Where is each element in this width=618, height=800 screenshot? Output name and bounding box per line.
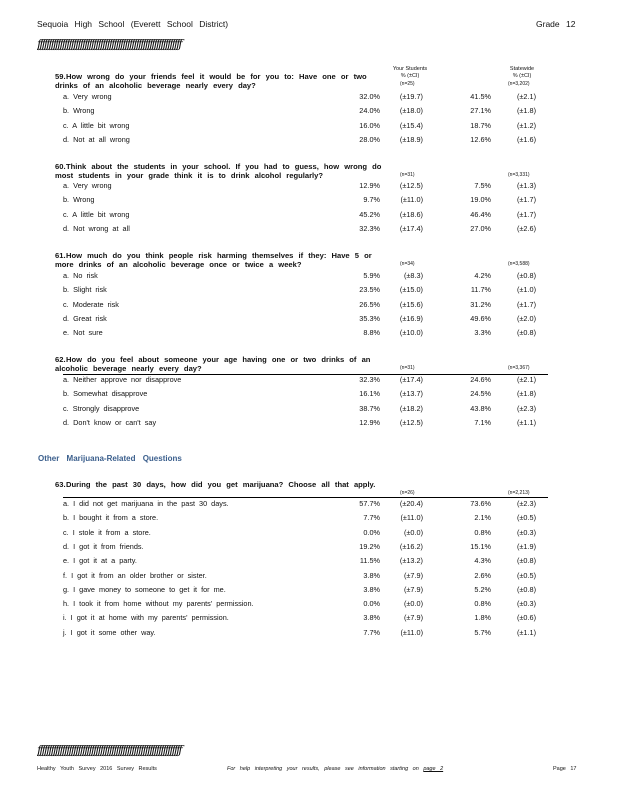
statewide-percent: 12.6%	[470, 134, 491, 144]
sample-size-school: (n=34)	[400, 261, 415, 267]
sample-size-school: (n=25)	[400, 81, 415, 87]
school-percent: 8.8%	[363, 328, 380, 338]
column-header-statewide: Statewide % (±CI)	[509, 66, 535, 79]
statewide-percent: 41.5%	[470, 92, 491, 101]
school-percent: 24.0%	[359, 106, 380, 116]
statewide-ci: (±1.7)	[516, 209, 536, 219]
school-ci: (±16.9)	[399, 313, 423, 323]
school-percent: 16.0%	[359, 120, 380, 130]
answer-label: b. I bought it from a store.	[63, 513, 159, 523]
school-ci: (±18.6)	[399, 209, 423, 219]
question-63	[55, 480, 385, 489]
answer-row	[63, 389, 548, 399]
statewide-percent: 27.1%	[470, 106, 491, 116]
statewide-percent: 4.2%	[474, 271, 491, 280]
sample-size-school: (n=31)	[400, 365, 415, 371]
school-percent: 3.8%	[363, 584, 380, 594]
question-number: 62.	[55, 355, 66, 364]
answer-row	[63, 528, 548, 538]
question-number: 60.	[55, 162, 66, 171]
answer-label: a. Very wrong	[63, 92, 112, 101]
statewide-ci: (±0.8)	[516, 328, 536, 338]
answer-label: i. I got it at home with my parents' permission.	[63, 613, 229, 623]
school-percent: 32.3%	[359, 223, 380, 233]
answer-row	[63, 513, 548, 523]
report-header-grade: Grade 12	[536, 19, 576, 29]
statewide-percent: 2.1%	[474, 513, 491, 523]
school-percent: 0.0%	[363, 599, 380, 609]
school-percent: 12.9%	[359, 417, 380, 427]
answer-row	[63, 328, 548, 338]
statewide-percent: 0.8%	[474, 599, 491, 609]
answer-label: h. I took it from home without my parents' permission.	[63, 599, 254, 609]
statewide-ci: (±1.7)	[516, 195, 536, 205]
answer-row	[63, 599, 548, 609]
column-header-your-students: Your Students % (±CI)	[392, 66, 428, 79]
school-ci: (±7.9)	[403, 570, 423, 580]
school-percent: 0.0%	[363, 527, 380, 537]
statewide-ci: (±0.5)	[516, 570, 536, 580]
statewide-percent: 27.0%	[470, 223, 491, 233]
statewide-percent: 4.3%	[474, 556, 491, 566]
school-percent: 38.7%	[359, 403, 380, 413]
sample-size-statewide: (n=3,588)	[508, 261, 530, 267]
answer-row	[63, 195, 548, 205]
school-percent: 11.5%	[359, 556, 380, 566]
answer-label: a. No risk	[63, 271, 98, 280]
answer-label: a. Very wrong	[63, 181, 112, 190]
answer-row	[63, 585, 548, 595]
school-ci: (±15.6)	[399, 299, 423, 309]
statewide-percent: 73.6%	[470, 499, 491, 508]
statewide-percent: 24.5%	[470, 389, 491, 399]
statewide-percent: 15.1%	[470, 541, 491, 551]
statewide-ci: (±1.1)	[516, 417, 536, 427]
statewide-ci: (±2.3)	[516, 499, 536, 508]
question-number: 61.	[55, 251, 66, 260]
statewide-ci: (±0.3)	[516, 599, 536, 609]
statewide-ci: (±1.0)	[516, 285, 536, 295]
school-ci: (±12.5)	[399, 181, 423, 190]
table-header-rule	[63, 497, 548, 498]
answer-row	[63, 628, 548, 638]
answer-row	[63, 613, 548, 623]
answer-row	[63, 556, 548, 566]
sample-size-school: (n=31)	[400, 172, 415, 178]
school-ci: (±20.4)	[399, 499, 423, 508]
statewide-ci: (±1.8)	[516, 389, 536, 399]
school-percent: 45.2%	[359, 209, 380, 219]
question-text: How much do you think people risk harming themselves if they: Have 5 or more drinks of an alcoholic beverage once or twice a week?	[55, 251, 372, 269]
sample-size-statewide: (n=3,367)	[508, 365, 530, 371]
answer-label: d. Not at all wrong	[63, 134, 130, 144]
school-percent: 7.7%	[363, 627, 380, 637]
sample-size-statewide: (n=3,331)	[508, 172, 530, 178]
statewide-ci: (±1.3)	[516, 181, 536, 190]
school-ci: (±13.2)	[399, 556, 423, 566]
answer-row	[63, 571, 548, 581]
statewide-percent: 18.7%	[470, 120, 491, 130]
answer-row	[63, 181, 548, 191]
school-percent: 32.3%	[359, 375, 380, 384]
answer-label: g. I gave money to someone to get it for me.	[63, 584, 226, 594]
school-percent: 9.7%	[363, 195, 380, 205]
footer-survey-name: Healthy Youth Survey 2016 Survey Results	[37, 766, 157, 772]
statewide-percent: 43.8%	[470, 403, 491, 413]
question-59	[55, 72, 385, 90]
answer-label: c. Moderate risk	[63, 299, 119, 309]
statewide-percent: 2.6%	[474, 570, 491, 580]
report-header-school: Sequoia High School (Everett School District)	[37, 19, 229, 29]
school-percent: 23.5%	[359, 285, 380, 295]
answer-label: c. Strongly disapprove	[63, 403, 140, 413]
answer-row	[63, 375, 548, 385]
question-text: During the past 30 days, how did you get marijuana? Choose all that apply.	[66, 480, 376, 489]
answer-label: c. I stole it from a store.	[63, 527, 151, 537]
school-ci: (±11.0)	[400, 513, 423, 523]
answer-row	[63, 285, 548, 295]
answer-row	[63, 300, 548, 310]
answer-label: b. Wrong	[63, 106, 95, 116]
school-ci: (±18.9)	[399, 134, 423, 144]
school-ci: (±10.0)	[399, 328, 423, 338]
school-percent: 3.8%	[363, 613, 380, 623]
statewide-ci: (±0.8)	[516, 556, 536, 566]
statewide-percent: 7.1%	[474, 417, 491, 427]
answer-row	[63, 121, 548, 131]
school-ci: (±15.0)	[399, 285, 423, 295]
statewide-percent: 31.2%	[470, 299, 491, 309]
answer-label: e. Not sure	[63, 328, 103, 338]
statewide-ci: (±1.9)	[516, 541, 536, 551]
question-61	[55, 251, 385, 269]
statewide-ci: (±0.3)	[516, 527, 536, 537]
question-text: How wrong do your friends feel it would be for you to: Have one or two drinks of an alcoholic beverage nearly every day?	[55, 72, 367, 90]
school-ci: (±11.0)	[400, 195, 423, 205]
statewide-percent: 3.3%	[474, 328, 491, 338]
school-ci: (±18.0)	[399, 106, 423, 116]
question-text: Think about the students in your school. If you had to guess, how wrong do most students in your grade think it is to drink alcohol regularly?	[55, 162, 382, 180]
statewide-ci: (±1.2)	[516, 120, 536, 130]
school-ci: (±13.7)	[399, 389, 423, 399]
school-percent: 26.5%	[359, 299, 380, 309]
school-ci: (±7.9)	[403, 613, 423, 623]
school-ci: (±17.4)	[399, 223, 423, 233]
section-title: Other Marijuana-Related Questions	[38, 454, 182, 463]
answer-row	[63, 106, 548, 116]
school-ci: (±12.5)	[399, 417, 423, 427]
school-percent: 16.1%	[359, 389, 380, 399]
school-ci: (±8.3)	[403, 271, 423, 280]
school-percent: 5.9%	[363, 271, 380, 280]
statewide-ci: (±2.1)	[516, 375, 536, 384]
bottom-decorative-rule: ƒƒƒƒƒƒƒƒƒƒƒƒƒƒƒƒƒƒƒƒƒƒƒƒƒƒƒƒƒƒƒƒƒƒƒƒƒƒƒƒƒƒƒƒƒƒƒƒƒƒƒƒƒƒƒƒƒƒƒƒƒƒƒƒ	[37, 743, 181, 757]
school-ci: (±18.2)	[399, 403, 423, 413]
school-percent: 28.0%	[359, 134, 380, 144]
answer-label: d. Not wrong at all	[63, 223, 130, 233]
answer-label: d. Great risk	[63, 313, 107, 323]
answer-label: c. A little bit wrong	[63, 120, 130, 130]
school-ci: (±15.4)	[399, 120, 423, 130]
top-decorative-rule: ƒƒƒƒƒƒƒƒƒƒƒƒƒƒƒƒƒƒƒƒƒƒƒƒƒƒƒƒƒƒƒƒƒƒƒƒƒƒƒƒƒƒƒƒƒƒƒƒƒƒƒƒƒƒƒƒƒƒƒƒƒƒƒƒ	[37, 37, 181, 51]
statewide-ci: (±1.6)	[516, 134, 536, 144]
footer-page-number: Page 17	[553, 766, 577, 772]
school-percent: 12.9%	[359, 181, 380, 190]
school-percent: 57.7%	[359, 499, 380, 508]
statewide-ci: (±1.8)	[516, 106, 536, 116]
school-percent: 32.0%	[359, 92, 380, 101]
statewide-ci: (±0.8)	[516, 584, 536, 594]
statewide-ci: (±2.1)	[516, 92, 536, 101]
statewide-percent: 46.4%	[470, 209, 491, 219]
answer-label: c. A little bit wrong	[63, 209, 130, 219]
school-percent: 19.2%	[359, 541, 380, 551]
statewide-percent: 24.6%	[470, 375, 491, 384]
statewide-percent: 19.0%	[470, 195, 491, 205]
answer-row	[63, 224, 548, 234]
answer-label: b. Slight risk	[63, 285, 107, 295]
school-ci: (±11.0)	[400, 627, 423, 637]
school-ci: (±19.7)	[399, 92, 423, 101]
statewide-percent: 11.7%	[470, 285, 491, 295]
statewide-percent: 49.6%	[470, 313, 491, 323]
answer-row	[63, 542, 548, 552]
answer-row	[63, 135, 548, 145]
answer-row	[63, 210, 548, 220]
answer-label: a. I did not get marijuana in the past 30 days.	[63, 499, 229, 508]
statewide-ci: (±2.6)	[516, 223, 536, 233]
sample-size-statewide: (n=2,213)	[508, 490, 530, 496]
answer-label: e. I got it at a party.	[63, 556, 137, 566]
school-ci: (±16.2)	[399, 541, 423, 551]
answer-row	[63, 271, 548, 281]
sample-size-school: (n=26)	[400, 490, 415, 496]
answer-row	[63, 499, 548, 509]
statewide-percent: 1.8%	[474, 613, 491, 623]
answer-label: d. Don't know or can't say	[63, 417, 157, 427]
school-percent: 7.7%	[363, 513, 380, 523]
school-percent: 35.3%	[359, 313, 380, 323]
sample-size-statewide: (n=3,202)	[508, 81, 530, 87]
answer-label: b. Somewhat disapprove	[63, 389, 148, 399]
statewide-ci: (±1.7)	[516, 299, 536, 309]
statewide-percent: 0.8%	[474, 527, 491, 537]
statewide-ci: (±1.1)	[516, 627, 536, 637]
question-text: How do you feel about someone your age having one or two drinks of an alcoholic beverage nearly every day?	[55, 355, 371, 373]
statewide-ci: (±0.6)	[516, 613, 536, 623]
footer-page-link[interactable]: page 2	[423, 766, 444, 772]
question-60	[55, 162, 385, 180]
statewide-percent: 5.2%	[474, 584, 491, 594]
answer-label: j. I got it some other way.	[63, 627, 156, 637]
statewide-ci: (±0.5)	[516, 513, 536, 523]
school-ci: (±0.0)	[403, 599, 423, 609]
answer-label: f. I got it from an older brother or sister.	[63, 570, 207, 580]
answer-row	[63, 418, 548, 428]
question-62	[55, 355, 385, 373]
answer-row	[63, 404, 548, 414]
statewide-ci: (±2.0)	[516, 313, 536, 323]
answer-label: d. I got it from friends.	[63, 541, 144, 551]
school-ci: (±17.4)	[399, 375, 423, 384]
school-percent: 3.8%	[363, 570, 380, 580]
answer-label: a. Neither approve nor disapprove	[63, 375, 182, 384]
question-number: 63.	[55, 480, 66, 489]
statewide-ci: (±0.8)	[516, 271, 536, 280]
answer-row	[63, 314, 548, 324]
statewide-percent: 5.7%	[474, 627, 491, 637]
statewide-ci: (±2.3)	[516, 403, 536, 413]
answer-row	[63, 92, 548, 102]
question-number: 59.	[55, 72, 66, 81]
school-ci: (±0.0)	[403, 527, 423, 537]
footer-help-text: For help interpreting your results, please see information starting on page 2	[227, 766, 444, 772]
statewide-percent: 7.5%	[474, 181, 491, 190]
answer-label: b. Wrong	[63, 195, 95, 205]
school-ci: (±7.9)	[403, 584, 423, 594]
